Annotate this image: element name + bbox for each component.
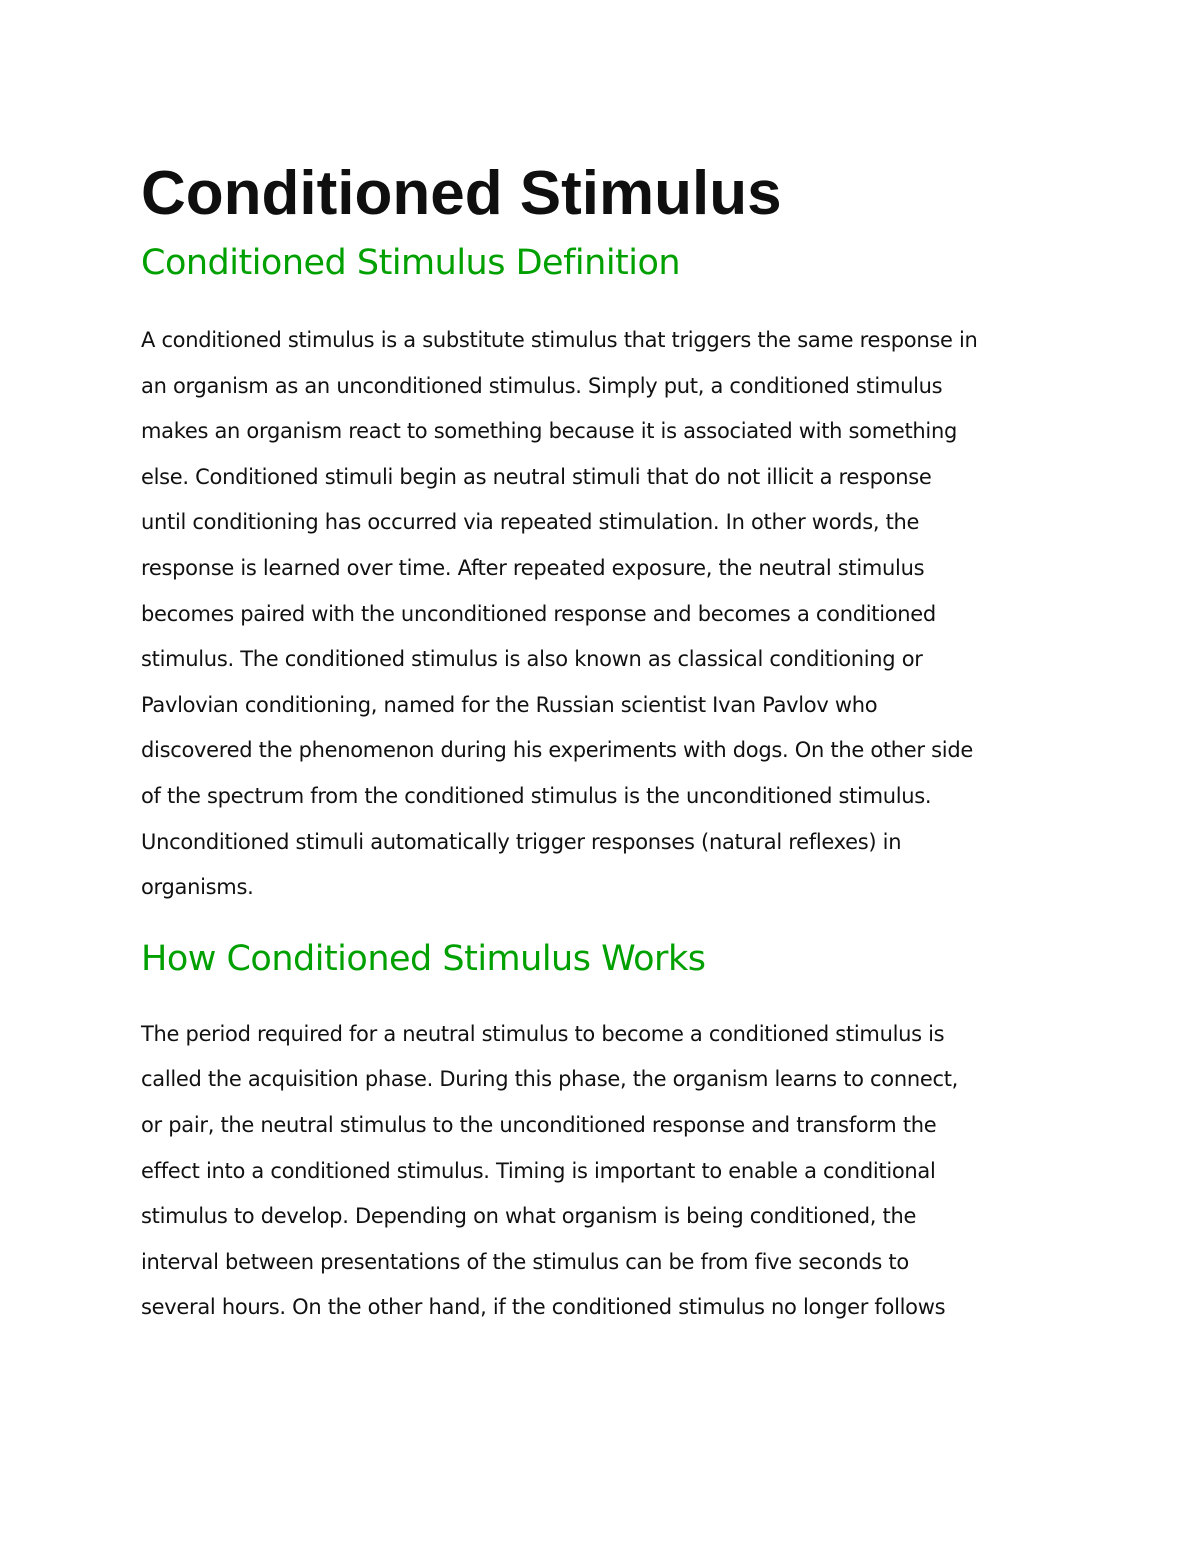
text-line: else. Conditioned stimuli begin as neutral stimuli that do not illicit a response: [141, 464, 932, 489]
text-line: effect into a conditioned stimulus. Timing is important to enable a conditional: [141, 1158, 936, 1183]
text-line: of the spectrum from the conditioned stimulus is the unconditioned stimulus.: [141, 783, 932, 808]
text-line: Unconditioned stimuli automatically trigger responses (natural reflexes) in: [141, 829, 902, 854]
text-line: interval between presentations of the stimulus can be from five seconds to: [141, 1249, 909, 1274]
text-line: The period required for a neutral stimulus to become a conditioned stimulus is: [141, 1021, 945, 1046]
text-line: A conditioned stimulus is a substitute stimulus that triggers the same response in: [141, 328, 978, 352]
text-line: stimulus. The conditioned stimulus is also known as classical conditioning or: [141, 647, 923, 672]
section-heading-definition: Conditioned Stimulus Definition: [141, 243, 681, 283]
text-line: called the acquisition phase. During this phase, the organism learns to connect,: [141, 1067, 959, 1092]
text-line: until conditioning has occurred via repeated stimulation. In other words, the: [141, 510, 920, 535]
text-line: or pair, the neutral stimulus to the unconditioned response and transform the: [141, 1112, 937, 1137]
text-line: discovered the phenomenon during his experiments with dogs. On the other side: [141, 738, 973, 763]
page-title: Conditioned Stimulus: [141, 159, 782, 228]
section-heading-how-it-works: How Conditioned Stimulus Works: [141, 938, 706, 979]
text-line: stimulus to develop. Depending on what organism is being conditioned, the: [141, 1204, 917, 1229]
paragraph-definition: [141, 318, 1061, 911]
text-line: makes an organism react to something because it is associated with something: [141, 419, 958, 444]
text-line: organisms.: [141, 875, 254, 900]
text-line: several hours. On the other hand, if the conditioned stimulus no longer follows: [141, 1295, 946, 1320]
text-line: becomes paired with the unconditioned response and becomes a conditioned: [141, 601, 936, 626]
document-page: [141, 150, 1061, 1331]
text-line: Pavlovian conditioning, named for the Russian scientist Ivan Pavlov who: [141, 692, 878, 717]
text-line: response is learned over time. After repeated exposure, the neutral stimulus: [141, 555, 925, 580]
paragraph-how-it-works: [141, 1012, 1061, 1331]
text-line: an organism as an unconditioned stimulus. Simply put, a conditioned stimulus: [141, 373, 943, 398]
